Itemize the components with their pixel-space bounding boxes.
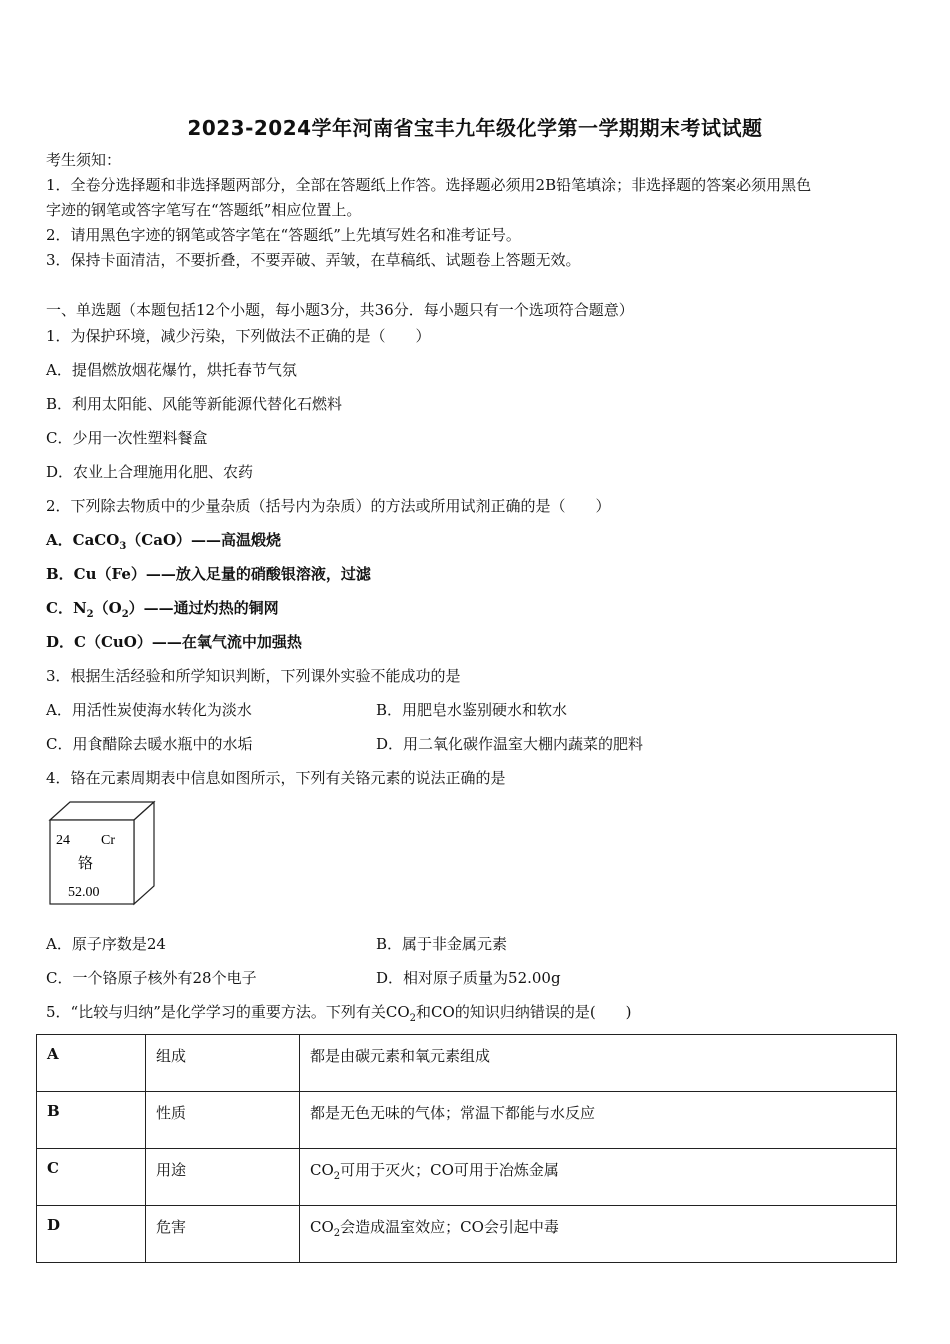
row-key: B <box>37 1092 146 1149</box>
q5-table <box>36 1034 897 1263</box>
q3-option-c: C．用食醋除去暖水瓶中的水垢 <box>46 735 253 753</box>
notice-item-3: 3．保持卡面清洁，不要折叠，不要弄破、弄皱，在草稿纸、试题卷上答题无效。 <box>46 251 581 269</box>
q4-option-a: A．原子序数是24 <box>46 935 166 953</box>
q3-option-a: A．用活性炭使海水转化为淡水 <box>46 701 252 719</box>
section-heading: 一、单选题（本题包括12个小题，每小题3分，共36分．每小题只有一个选项符合题意） <box>46 301 634 319</box>
q3-option-d: D．用二氧化碳作温室大棚内蔬菜的肥料 <box>376 735 644 753</box>
q4-option-d: D．相对原子质量为52.00g <box>376 969 561 987</box>
table-row <box>37 1149 897 1206</box>
q4-option-b: B．属于非金属元素 <box>376 935 508 953</box>
row-key: A <box>37 1035 146 1092</box>
q2-option-b: B．Cu（Fe）——放入足量的硝酸银溶液，过滤 <box>46 565 371 583</box>
row-description: 都是无色无味的气体；常温下都能与水反应 <box>300 1092 897 1149</box>
q2-option-d: D．C（CuO）——在氧气流中加强热 <box>46 633 302 651</box>
row-key: C <box>37 1149 146 1206</box>
q1-stem: 1．为保护环境，减少污染，下列做法不正确的是（ ） <box>46 327 431 345</box>
atomic-mass: 52.00 <box>68 885 100 900</box>
q5-stem: 5．“比较与归纳”是化学学习的重要方法。下列有关$CO_2$和CO的知识归纳错误的是( ) <box>46 1003 632 1024</box>
table-row <box>37 1092 897 1149</box>
element-cell-chromium <box>46 798 158 908</box>
atomic-number: 24 <box>56 833 70 848</box>
element-name: 铬 <box>78 854 94 872</box>
table-row <box>37 1206 897 1263</box>
q2-option-c: C．$N_2(O_2)——$通过灼热的铜网 <box>46 599 279 620</box>
row-category: 危害 <box>146 1206 300 1263</box>
notice-item-1a: 1．全卷分选择题和非选择题两部分，全部在答题纸上作答。选择题必须用2B铅笔填涂；非选择题的答案必须用黑色 <box>46 176 812 194</box>
row-description: $CO_2$可用于灭火；CO可用于冶炼金属 <box>300 1149 897 1206</box>
row-category: 性质 <box>146 1092 300 1149</box>
cell-side-face <box>134 802 154 904</box>
row-description: 都是由碳元素和氧元素组成 <box>300 1035 897 1092</box>
q3-stem: 3．根据生活经验和所学知识判断，下列课外实验不能成功的是 <box>46 667 461 685</box>
row-description: $CO_2$会造成温室效应；CO会引起中毒 <box>300 1206 897 1263</box>
notice-block <box>46 148 906 273</box>
row-key: D <box>37 1206 146 1263</box>
element-symbol: Cr <box>101 833 115 848</box>
row-category: 组成 <box>146 1035 300 1092</box>
q1-option-d: D．农业上合理施用化肥、农药 <box>46 463 254 481</box>
q4-stem: 4．铬在元素周期表中信息如图所示，下列有关铬元素的说法正确的是 <box>46 769 506 787</box>
q1-option-c: C．少用一次性塑料餐盒 <box>46 429 208 447</box>
q1-option-b: B．利用太阳能、风能等新能源代替化石燃料 <box>46 395 343 413</box>
q1-option-a: A．提倡燃放烟花爆竹，烘托春节气氛 <box>46 361 297 379</box>
row-category: 用途 <box>146 1149 300 1206</box>
q2-option-a: A．CaCO$_3$（CaO）——高温煅烧 <box>46 531 282 552</box>
notice-heading: 考生须知： <box>46 151 122 169</box>
q2-stem: 2．下列除去物质中的少量杂质（括号内为杂质）的方法或所用试剂正确的是（ ） <box>46 497 611 515</box>
table-row <box>37 1035 897 1092</box>
notice-item-1b: 字迹的钢笔或答字笔写在“答题纸”相应位置上。 <box>46 201 362 219</box>
notice-item-2: 2．请用黑色字迹的钢笔或答字笔在“答题纸”上先填写姓名和准考证号。 <box>46 226 521 244</box>
q3-option-b: B．用肥皂水鉴别硬水和软水 <box>376 701 568 719</box>
q4-option-c: C．一个铬原子核外有28个电子 <box>46 969 257 987</box>
page-title: 2023-2024学年河南省宝丰九年级化学第一学期期末考试试题 <box>187 116 763 140</box>
